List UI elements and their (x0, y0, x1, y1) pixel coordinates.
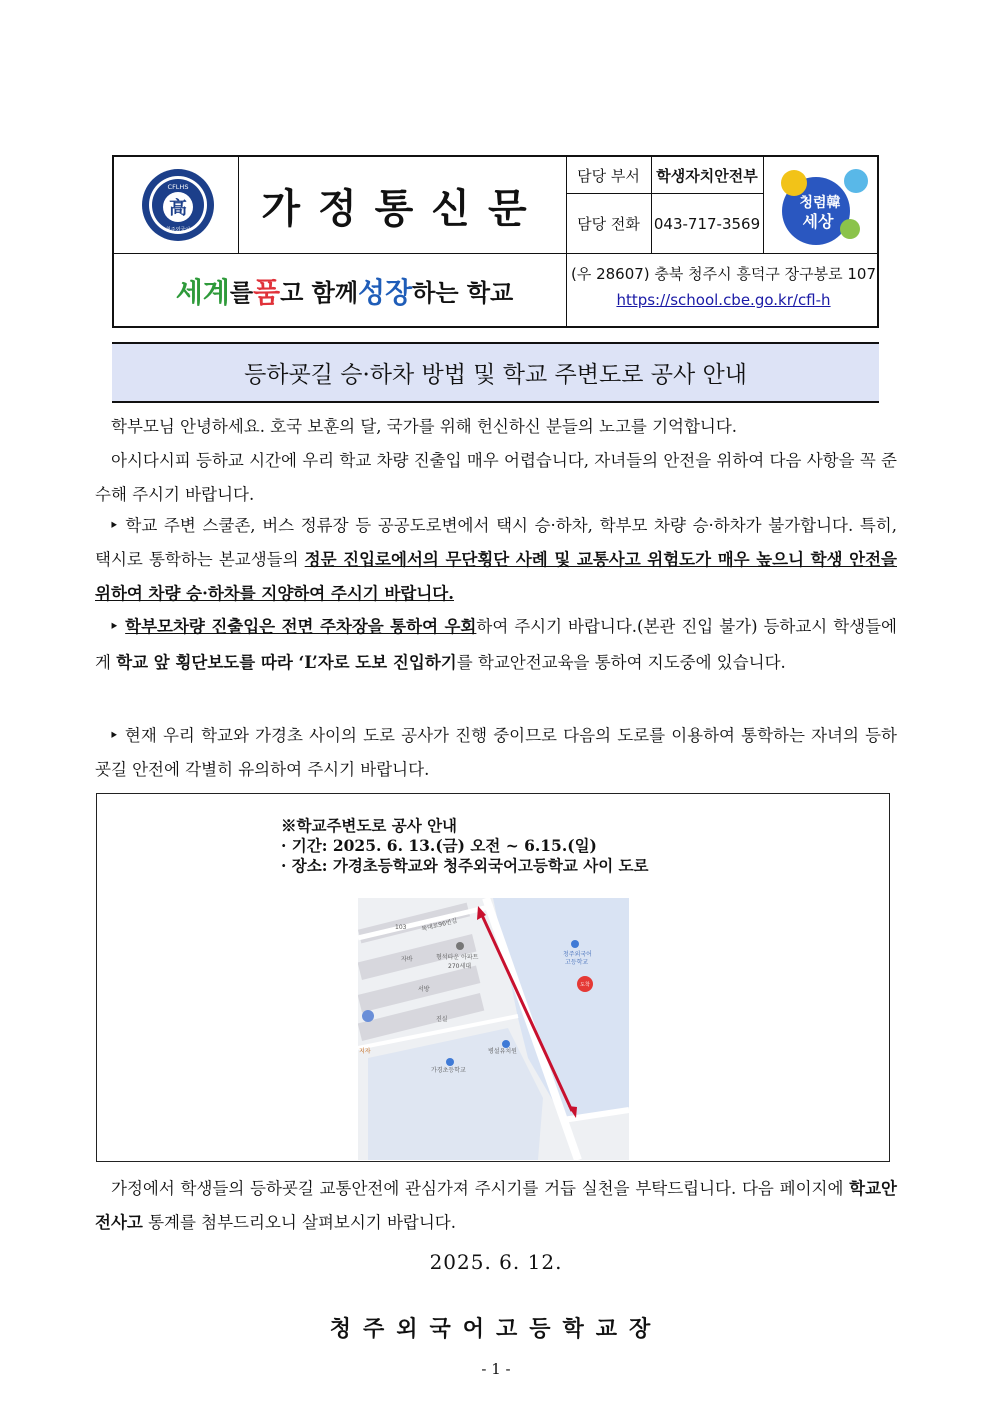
logo-text-top: CFLHS (167, 183, 189, 191)
map-label: 도착 (580, 982, 590, 988)
closing-text: 가정에서 학생들의 등하굣길 교통안전에 관심가져 주시기를 거듭 실천을 부탁드립니다. 다음 페이지에 (111, 1179, 850, 1198)
notice-period: · 기간: 2025. 6. 13.(금) 오전 ~ 6.15.(일) (281, 836, 597, 855)
construction-notice-box (96, 793, 890, 1162)
slogan-growth: 성장 (358, 275, 413, 309)
dept-label: 담당 부서 (577, 166, 640, 185)
slogan-text: 하는 학교 (412, 279, 514, 307)
apartment-pin-icon (456, 942, 464, 950)
logo-text-bottom: 청주외국어 (165, 227, 191, 233)
school-logo-icon (140, 167, 216, 243)
elementary-pin-icon (446, 1058, 454, 1066)
school-website-link[interactable]: https://school.cbe.go.kr/cfl-h (616, 291, 831, 309)
map-label: 청주외국어 (563, 951, 592, 958)
map-label: 지자 (359, 1048, 371, 1055)
badge-text-2: 세상 (802, 212, 834, 231)
closing-text: 통계를 첨부드리오니 살펴보시기 바랍니다. (142, 1213, 456, 1232)
divider (238, 157, 239, 253)
bullet-marker: ‣ (109, 617, 126, 637)
header-table (112, 155, 879, 328)
school-address: (우 28607) 충북 청주시 흥덕구 장구봉로 107 (570, 265, 877, 283)
school-slogan (122, 253, 567, 328)
bullet-taxi-text: ‣ 학교 주변 스쿨존, 버스 정류장 등 공공도로변에서 택시 승·하차, 학부모 차량 승·하차가 불가합니다. 특히, 택시로 통학하는 본교생들의 (95, 516, 897, 569)
school-pin-icon (571, 940, 579, 948)
kindergarten-pin-icon (502, 1040, 510, 1048)
intro-paragraph: 아시다시피 등하교 시간에 우리 학교 차량 진출입 매우 어렵습니다, 자녀들의 안전을 위하여 다음 사항을 꼭 준수해 주시기 바랍니다. (95, 451, 897, 504)
map-label: 103 (395, 924, 407, 931)
closing-emphasis: 학교안전사고 (95, 1179, 897, 1232)
parking-icon (362, 1010, 374, 1022)
map-label: 병설유치원 (488, 1048, 517, 1055)
closing-paragraph (95, 1172, 897, 1240)
dept-value: 학생자치안전부 (656, 166, 758, 185)
integrity-badge-icon (772, 161, 874, 249)
map-label: 고등학교 (565, 959, 589, 966)
bullet-parking (95, 609, 897, 681)
slogan-embrace: 품 (253, 275, 281, 309)
map-label: 자바 (401, 956, 413, 963)
school-contact (568, 261, 879, 313)
map-label: 복대로96번길 (420, 917, 459, 933)
bullet-taxi (95, 509, 897, 611)
bullet-construction: ‣ 현재 우리 학교와 가경초 사이의 도로 공사가 진행 중이므로 다음의 도로를 이용하여 통학하는 자녀의 등하굣길 안전에 각별히 유의하여 주시기 바랍니다. (95, 726, 897, 779)
slogan-text: 를 (229, 279, 254, 307)
bullet-taxi-emphasis: 정문 진입로에서의 무단횡단 사례 및 교통사고 위험도가 매우 높으니 학생 안전을 위하여 차량 승·하차를 지양하여 주시기 바랍니다. (95, 550, 897, 603)
issue-date: 2025. 6. 12. (429, 1250, 563, 1274)
route-map (358, 898, 629, 1160)
page-number: - 1 - (481, 1360, 511, 1378)
notice-heading: ※학교주변도로 공사 안내 (281, 816, 458, 835)
greeting-paragraph: 학부모님 안녕하세요. 호국 보훈의 달, 국가를 위해 헌신하신 분들의 노고를 기억합니다. (111, 417, 738, 436)
map-label: 서방 (418, 986, 430, 993)
bullet-parking-text: 하여 주시기 바랍니다.(본관 진입 불가) 등하교시 학생들에게 (95, 617, 897, 672)
bullet-parking-text: 를 학교안전교육을 통하여 지도중에 있습니다. (456, 653, 786, 672)
map-label: 형석타운 아파트 (436, 954, 479, 961)
bullet-parking-emphasis: 학부모차량 진출입은 전면 주차장을 통하여 우회 (125, 617, 477, 636)
notice-title: 등하굣길 승·하차 방법 및 학교 주변도로 공사 안내 (112, 342, 879, 403)
slogan-text: 고 함께 (280, 279, 359, 307)
map-label: 진실 (436, 1016, 448, 1023)
divider (763, 157, 764, 253)
phone-value: 043-717-3569 (653, 214, 761, 233)
phone-label: 담당 전화 (577, 215, 640, 233)
notice-place: · 장소: 가경초등학교와 청주외국어고등학교 사이 도로 (281, 856, 649, 875)
logo-text-center: 高 (169, 198, 187, 219)
map-label: 270세대 (448, 963, 472, 970)
document-title: 가정통신문 (261, 185, 545, 232)
bullet-parking-route: 학교 앞 횡단보도를 따라 ‘L’자로 도보 진입하기 (116, 653, 457, 672)
slogan-world: 세계 (175, 275, 230, 309)
map-label: 가경초등학교 (431, 1067, 466, 1074)
principal-signature: 청주외국어고등학교장 (329, 1316, 663, 1342)
badge-text-1: 청렴韓 (799, 195, 841, 211)
